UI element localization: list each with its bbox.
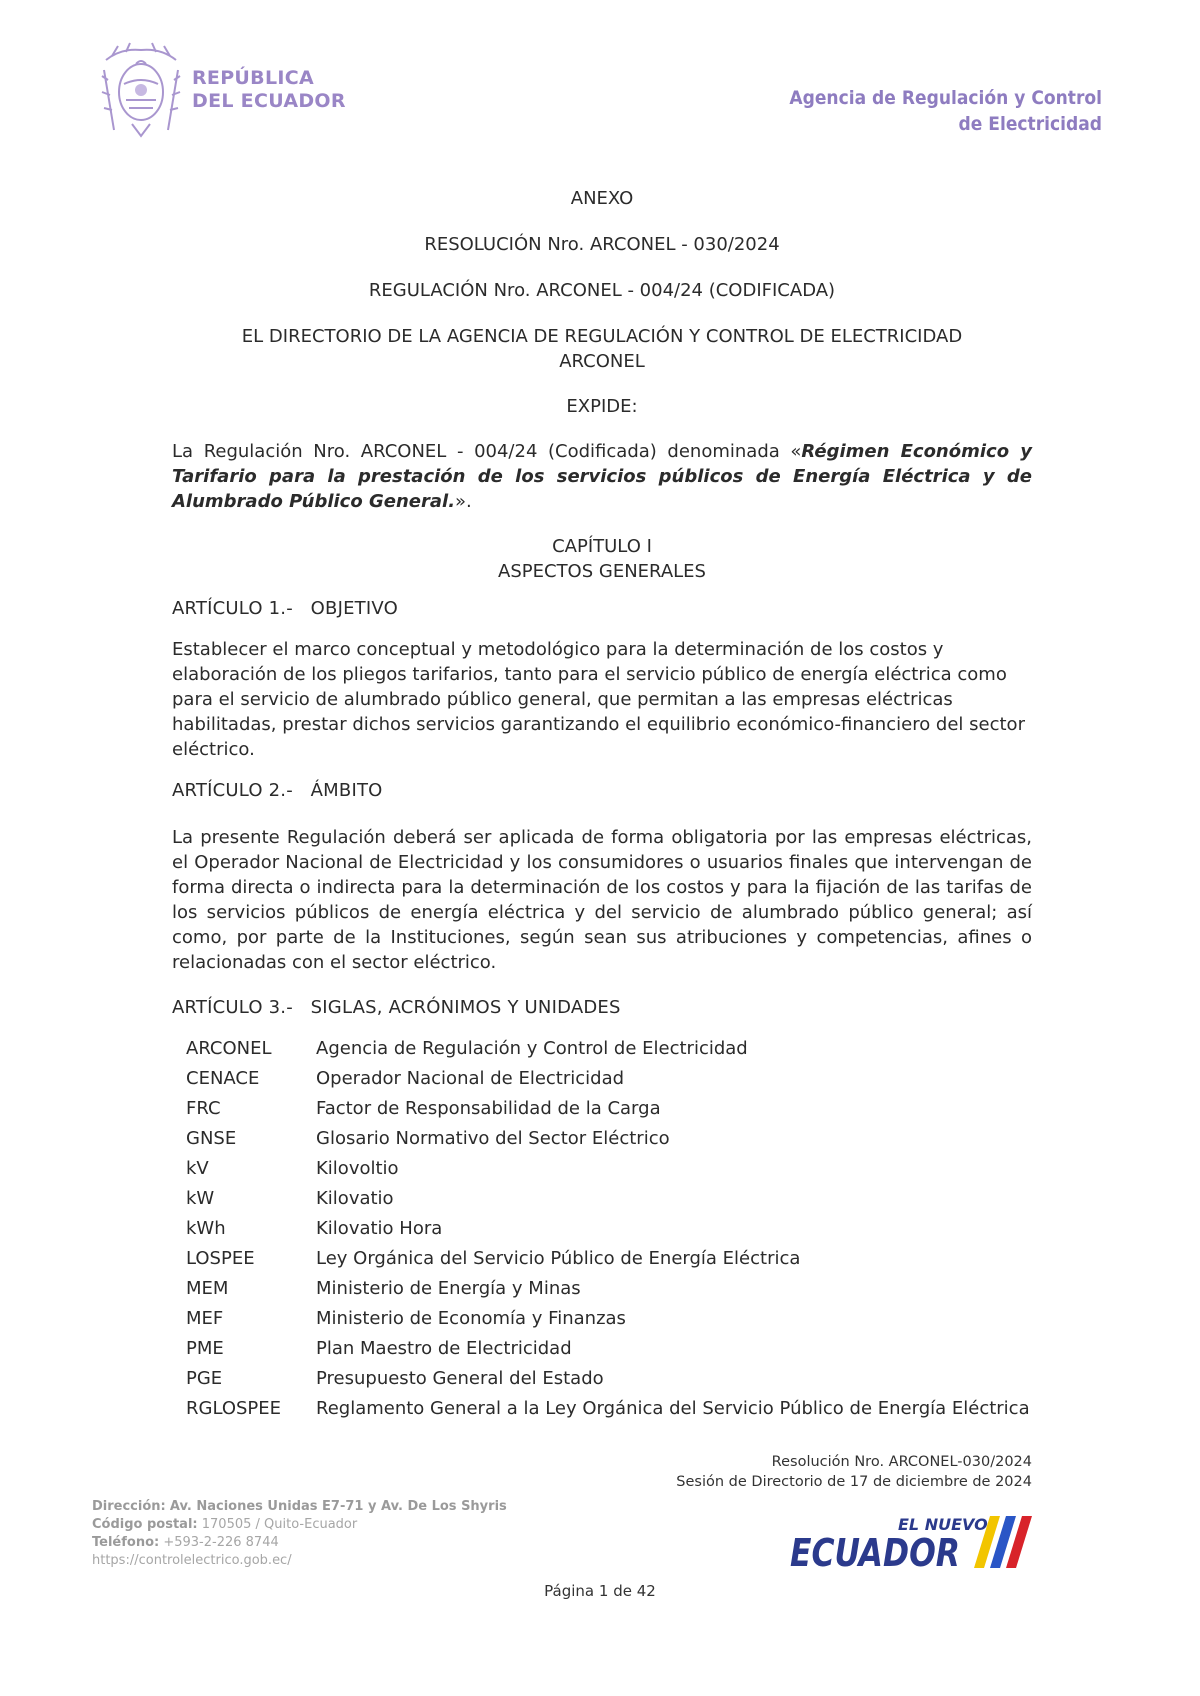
ref-line1: Resolución Nro. ARCONEL-030/2024 — [771, 1454, 1032, 1470]
addr-value-direccion: Av. Naciones Unidas E7-71 y Av. De Los Shyris — [169, 1499, 507, 1514]
acronym-row — [172, 1216, 1030, 1246]
ecuador-seal-icon — [96, 40, 186, 140]
acronym-abbr: RGLOSPEE — [186, 1398, 282, 1419]
logo-big-text: ECUADOR — [790, 1531, 960, 1575]
document-body — [172, 186, 1032, 1426]
footer-reference — [676, 1452, 1032, 1492]
article-2-number: ARTÍCULO 2.- — [172, 780, 293, 801]
acronym-meaning: Kilovoltio — [316, 1158, 399, 1179]
acronym-row — [172, 1396, 1030, 1426]
acronym-meaning: Ley Orgánica del Servicio Público de Energía Eléctrica — [316, 1248, 801, 1269]
republic-line2: DEL ECUADOR — [192, 90, 346, 112]
acronym-row — [172, 1096, 1030, 1126]
acronym-abbr: kWh — [186, 1218, 226, 1239]
article-1-number: ARTÍCULO 1.- — [172, 598, 293, 619]
chapter-name: ASPECTOS GENERALES — [498, 561, 706, 582]
acronym-row — [172, 1066, 1030, 1096]
agency-header — [789, 85, 1102, 137]
expide-title: EXPIDE: — [566, 396, 638, 417]
acronym-abbr: PME — [186, 1338, 224, 1359]
acronym-abbr: PGE — [186, 1368, 223, 1389]
acronym-abbr: GNSE — [186, 1128, 237, 1149]
acronym-meaning: Operador Nacional de Electricidad — [316, 1068, 625, 1089]
article-2-text: La presente Regulación deberá ser aplicada de forma obligatoria por las empresas eléctricas, el Operador Nacional de Electricidad y los consumidores o usuarios finales que intervengan de forma directa o indirecta para la determinación de los costos y para la fijación de las tarifas de los servicios públicos de energía eléctrica y del servicio de alumbrado público general; así como, por parte de la Instituciones, según sean sus atribuciones y competencias, afines o relacionadas con el sector eléctrico. — [172, 827, 1032, 973]
acronym-meaning: Plan Maestro de Electricidad — [316, 1338, 572, 1359]
article-3-title: SIGLAS, ACRÓNIMOS Y UNIDADES — [310, 997, 621, 1018]
acronym-row — [172, 1276, 1030, 1306]
addr-label-telefono: Teléfono: — [92, 1535, 160, 1550]
directorio-line1: EL DIRECTORIO DE LA AGENCIA DE REGULACIÓN Y CONTROL DE ELECTRICIDAD — [241, 326, 963, 347]
article-1-text: Establecer el marco conceptual y metodológico para la determinación de los costos y elaboración de los pliegos tarifarios, tanto para el servicio público de energía eléctrica como para el servicio de alumbrado público general, que permitan a las empresas eléctricas habilitadas, prestar dichos servicios garantizando el equilibrio económico-financiero del sector eléctrico. — [172, 639, 1025, 760]
footer-address — [92, 1498, 507, 1570]
acronym-meaning: Presupuesto General del Estado — [316, 1368, 604, 1389]
acronym-row — [172, 1306, 1030, 1336]
addr-label-postal: Código postal: — [92, 1517, 198, 1532]
acronym-meaning: Kilovatio Hora — [316, 1218, 443, 1239]
acronym-meaning: Ministerio de Energía y Minas — [316, 1278, 581, 1299]
article-1-title: OBJETIVO — [310, 598, 398, 619]
article-2-heading — [172, 778, 1032, 803]
acronym-row — [172, 1036, 1030, 1066]
logo-small-text: EL NUEVO — [898, 1515, 988, 1534]
addr-label-direccion: Dirección: — [92, 1499, 166, 1514]
acronym-abbr: MEM — [186, 1278, 229, 1299]
article-1-heading — [172, 596, 1032, 621]
regulation-name: Régimen Económico y Tarifario para la prestación de los servicios públicos de Energía Eléctrica y de Alumbrado Público General. — [172, 441, 1032, 512]
chapter-number: CAPÍTULO I — [552, 536, 652, 557]
acronym-abbr: ARCONEL — [186, 1038, 272, 1059]
acronym-meaning: Ministerio de Economía y Finanzas — [316, 1308, 626, 1329]
acronym-row — [172, 1156, 1030, 1186]
intro-paragraph — [172, 439, 1032, 514]
acronym-meaning: Kilovatio — [316, 1188, 394, 1209]
acronym-abbr: CENACE — [186, 1068, 260, 1089]
acronym-meaning: Factor de Responsabilidad de la Carga — [316, 1098, 661, 1119]
acronym-abbr: kV — [186, 1158, 209, 1179]
ref-line2: Sesión de Directorio de 17 de diciembre de 2024 — [676, 1474, 1032, 1490]
acronym-row — [172, 1246, 1030, 1276]
resolucion-title: RESOLUCIÓN Nro. ARCONEL - 030/2024 — [424, 234, 780, 255]
acronym-meaning: Reglamento General a la Ley Orgánica del Servicio Público de Energía Eléctrica — [316, 1398, 1030, 1419]
acronym-row — [172, 1186, 1030, 1216]
agency-line2: de Electricidad — [958, 113, 1102, 135]
acronym-row — [172, 1126, 1030, 1156]
acronyms-table — [172, 1036, 1030, 1426]
article-3-number: ARTÍCULO 3.- — [172, 997, 293, 1018]
acronym-row — [172, 1336, 1030, 1366]
republic-name — [192, 67, 346, 113]
regulacion-title: REGULACIÓN Nro. ARCONEL - 004/24 (CODIFICADA) — [368, 280, 836, 301]
el-nuevo-ecuador-logo — [790, 1508, 1050, 1578]
addr-value-postal: 170505 / Quito-Ecuador — [201, 1517, 358, 1532]
directorio-line2: ARCONEL — [559, 351, 645, 372]
republic-line1: REPÚBLICA — [192, 67, 314, 89]
intro-prefix: La Regulación Nro. ARCONEL - 004/24 (Codificada) denominada « — [172, 441, 802, 462]
acronym-abbr: FRC — [186, 1098, 221, 1119]
article-3-heading — [172, 995, 1032, 1020]
acronym-abbr: kW — [186, 1188, 215, 1209]
acronym-meaning: Agencia de Regulación y Control de Electricidad — [316, 1038, 748, 1059]
acronym-row — [172, 1366, 1030, 1396]
republic-header — [96, 40, 346, 140]
article-2-title: ÁMBITO — [310, 780, 383, 801]
intro-suffix: ». — [455, 491, 472, 512]
agency-line1: Agencia de Regulación y Control — [789, 87, 1102, 109]
addr-value-telefono: +593-2-226 8744 — [163, 1535, 279, 1550]
addr-url[interactable]: https://controlelectrico.gob.ec/ — [92, 1553, 292, 1568]
acronym-abbr: LOSPEE — [186, 1248, 255, 1269]
anexo-title: ANEXO — [570, 188, 634, 209]
page-number: Página 1 de 42 — [544, 1582, 656, 1600]
acronym-abbr: MEF — [186, 1308, 224, 1329]
acronym-meaning: Glosario Normativo del Sector Eléctrico — [316, 1128, 670, 1149]
